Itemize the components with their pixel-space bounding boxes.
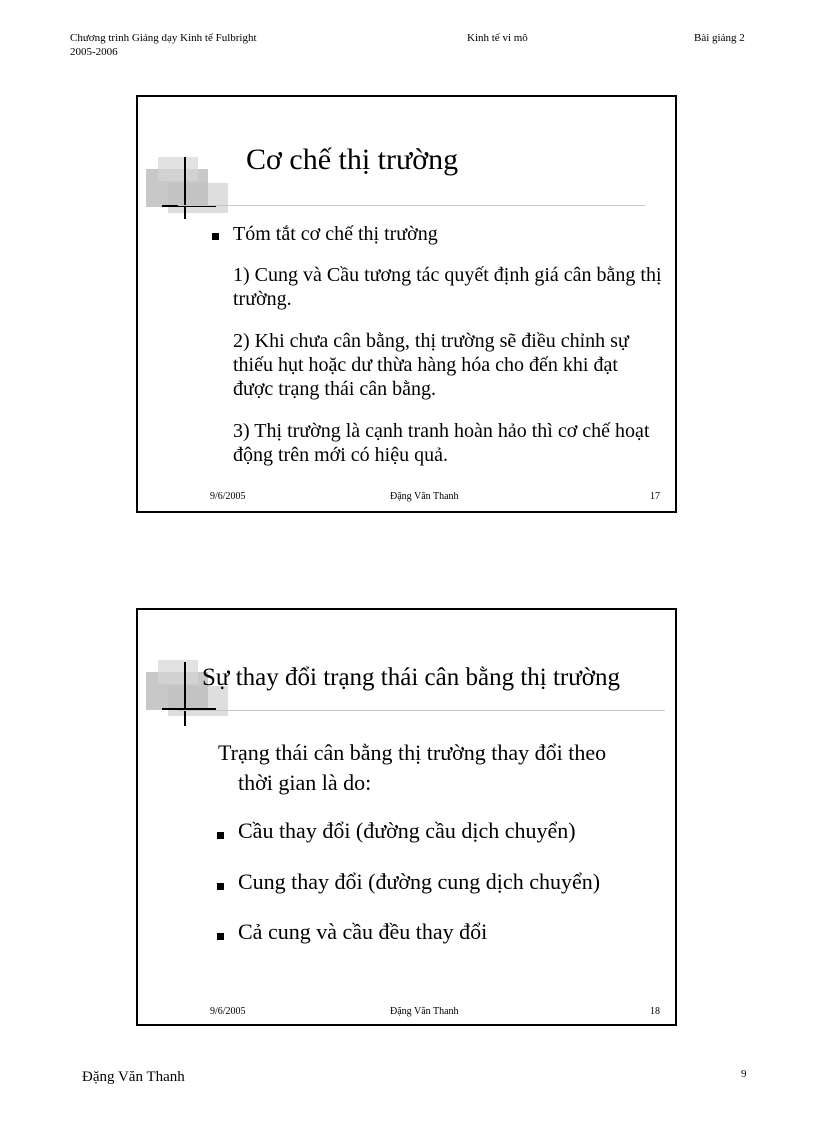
page-number: 9: [741, 1068, 747, 1080]
slide-footer-date: 9/6/2005: [210, 1006, 246, 1017]
header-years: 2005-2006: [70, 46, 118, 58]
intro-line-2: thời gian là do:: [238, 770, 372, 795]
bullet-text: Tóm tắt cơ chế thị trường: [233, 223, 438, 245]
slide-17: [136, 95, 677, 513]
bullet-icon: [217, 933, 224, 940]
list-item: Cả cung và cầu đều thay đổi: [238, 919, 488, 944]
list-item: 1) Cung và Cầu tương tác quyết định giá cân bằng thị trường.: [233, 264, 662, 310]
slide-18: [136, 608, 677, 1026]
title-divider: [178, 710, 665, 711]
slide-footer-date: 9/6/2005: [210, 491, 246, 502]
bullet-icon: [217, 832, 224, 839]
slide-footer-author: Đặng Văn Thanh: [390, 1006, 459, 1017]
header-course: Kinh tế vi mô: [467, 32, 528, 44]
slide-title: Cơ chế thị trường: [246, 143, 459, 176]
list-item: 3) Thị trường là cạnh tranh hoàn hảo thì cơ chế hoạt động trên mới có hiệu quả.: [233, 420, 650, 466]
slide-title: Sự thay đổi trạng thái cân bằng thị trường: [202, 664, 621, 691]
bullet-icon: [217, 883, 224, 890]
list-item: Cung thay đổi (đường cung dịch chuyển): [238, 869, 601, 894]
header-program: Chương trình Giảng dạy Kinh tế Fulbright: [70, 32, 257, 44]
slide-footer-author: Đặng Văn Thanh: [390, 491, 459, 502]
slide-number: 18: [650, 1006, 660, 1017]
title-divider: [178, 205, 645, 206]
intro-text: [218, 738, 668, 798]
page-footer-author: Đặng Văn Thanh: [82, 1069, 185, 1085]
list-item: Cầu thay đổi (đường cầu dịch chuyển): [238, 818, 576, 843]
list-item: 2) Khi chưa cân bằng, thị trường sẽ điều chỉnh sự thiếu hụt hoặc dư thừa hàng hóa cho đến khi đạt được trạng thái cân bằng.: [233, 330, 629, 400]
slide-number: 17: [650, 491, 660, 502]
header-lecture: Bài giảng 2: [694, 32, 745, 44]
intro-line-1: Trạng thái cân bằng thị trường thay đổi theo: [218, 740, 607, 765]
bullet-icon: [212, 233, 219, 240]
